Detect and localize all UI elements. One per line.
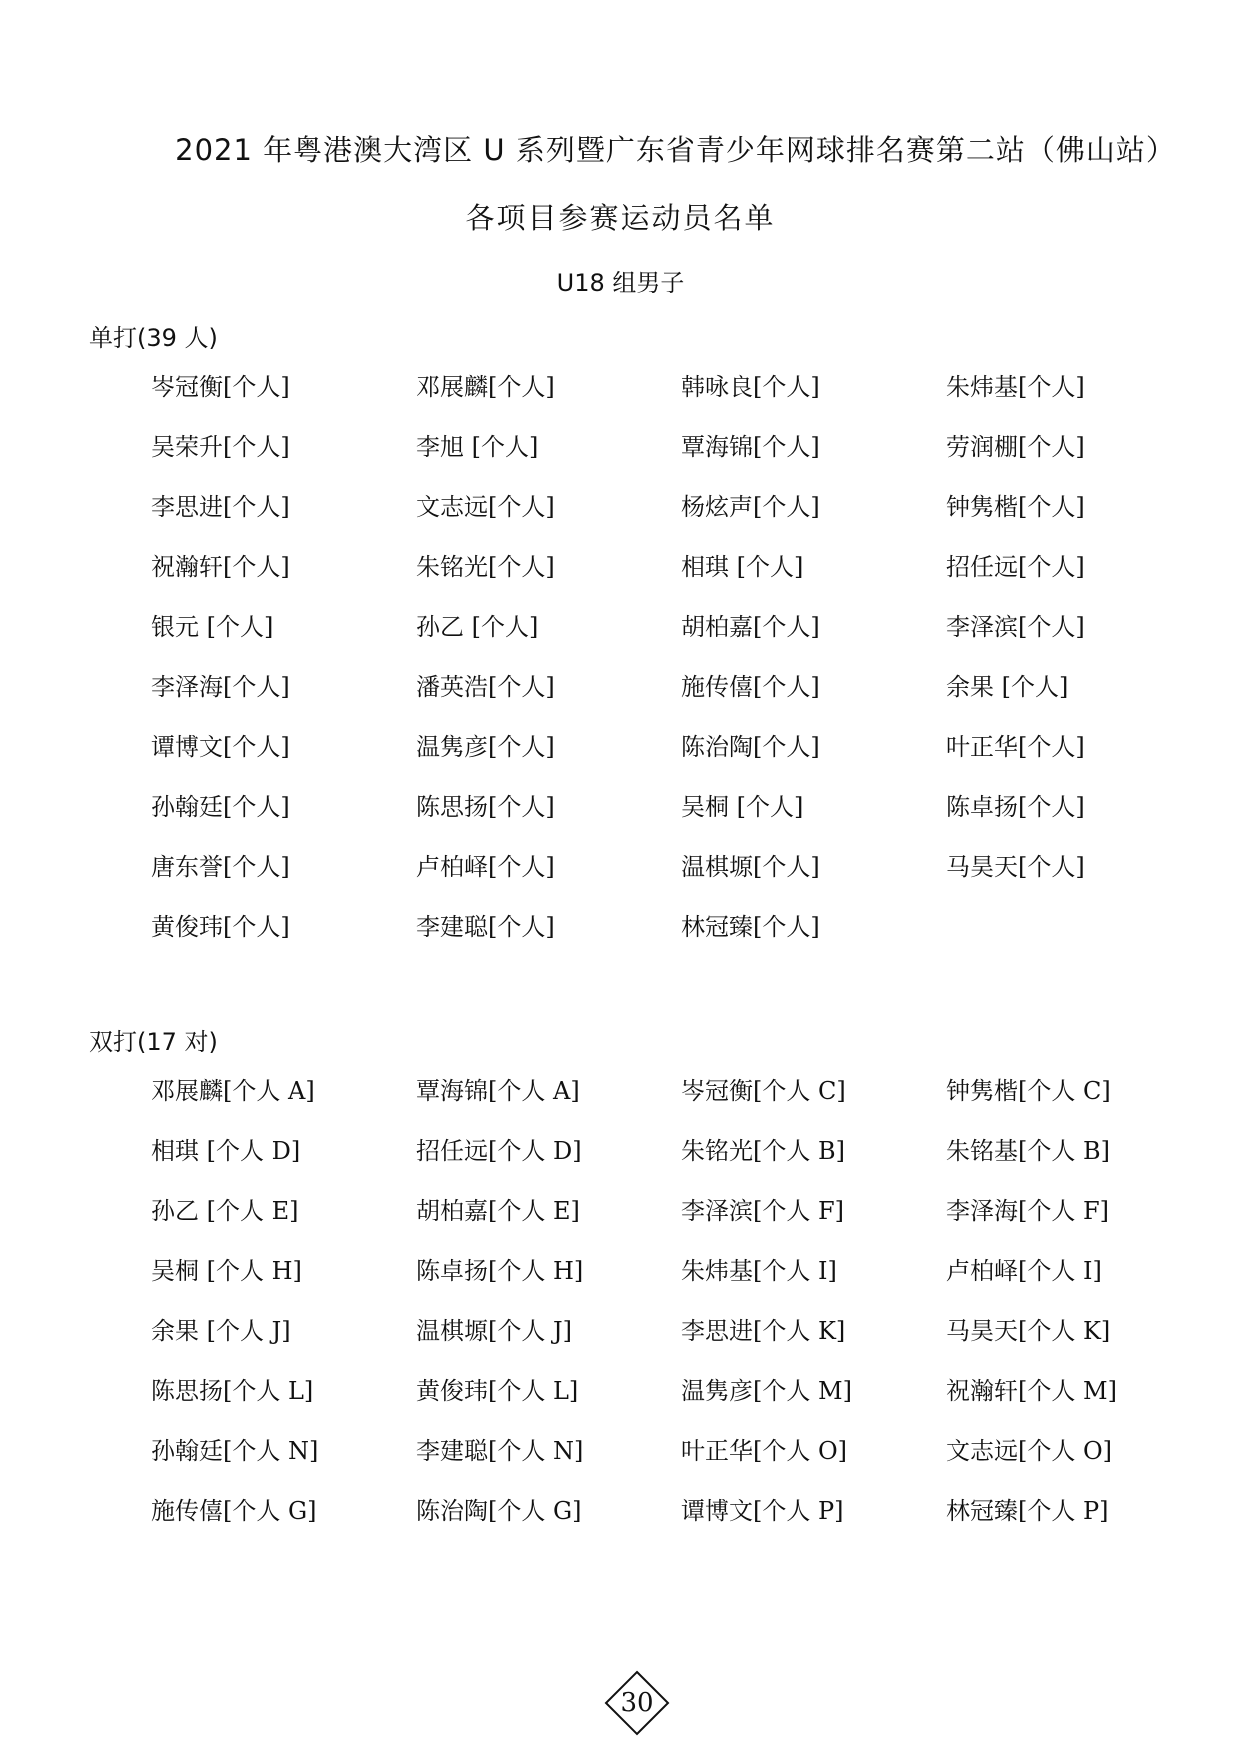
singles-entry: 劳润棚[个人]	[946, 433, 1085, 461]
doubles-list	[151, 1076, 1211, 1556]
doubles-entry: 邓展麟[个人 A]	[151, 1077, 315, 1105]
singles-entry: 胡柏嘉[个人]	[681, 613, 820, 641]
doubles-entry: 林冠臻[个人 P]	[946, 1497, 1109, 1525]
singles-entry: 邓展麟[个人]	[416, 373, 555, 401]
doubles-entry: 孙乙 [个人 E]	[151, 1197, 299, 1225]
singles-entry: 银元 [个人]	[151, 613, 274, 641]
page-number: 30	[620, 1688, 654, 1718]
singles-entry: 叶正华[个人]	[946, 733, 1085, 761]
document-subtitle: 各项目参赛运动员名单	[465, 201, 776, 235]
doubles-entry: 李思进[个人 K]	[681, 1317, 846, 1345]
singles-entry: 陈卓扬[个人]	[946, 793, 1085, 821]
group-heading: U18 组男子	[556, 269, 685, 297]
doubles-entry: 陈卓扬[个人 H]	[416, 1257, 584, 1285]
doubles-entry: 马昊天[个人 K]	[946, 1317, 1111, 1345]
doubles-entry: 覃海锦[个人 A]	[416, 1077, 580, 1105]
singles-entry: 朱铭光[个人]	[416, 553, 555, 581]
singles-entry: 覃海锦[个人]	[681, 433, 820, 461]
singles-entry: 谭博文[个人]	[151, 733, 290, 761]
doubles-entry: 吴桐 [个人 H]	[151, 1257, 302, 1285]
doubles-entry: 朱铭光[个人 B]	[681, 1137, 845, 1165]
doubles-entry: 相琪 [个人 D]	[151, 1137, 301, 1165]
doubles-entry: 文志远[个人 O]	[946, 1437, 1113, 1465]
doubles-entry: 谭博文[个人 P]	[681, 1497, 844, 1525]
doubles-entry: 李泽滨[个人 F]	[681, 1197, 845, 1225]
doubles-entry: 卢柏峄[个人 I]	[946, 1257, 1102, 1285]
doubles-entry: 叶正华[个人 O]	[681, 1437, 848, 1465]
singles-entry: 卢柏峄[个人]	[416, 853, 555, 881]
doubles-entry: 胡柏嘉[个人 E]	[416, 1197, 580, 1225]
singles-entry: 祝瀚轩[个人]	[151, 553, 290, 581]
doubles-entry: 余果 [个人 J]	[151, 1317, 291, 1345]
singles-entry: 温棋塬[个人]	[681, 853, 820, 881]
singles-entry: 相琪 [个人]	[681, 553, 804, 581]
singles-entry: 李建聪[个人]	[416, 913, 555, 941]
singles-entry: 钟隽楷[个人]	[946, 493, 1085, 521]
doubles-entry: 朱炜基[个人 I]	[681, 1257, 837, 1285]
doubles-entry: 孙翰廷[个人 N]	[151, 1437, 319, 1465]
singles-entry: 李泽滨[个人]	[946, 613, 1085, 641]
singles-entry: 孙乙 [个人]	[416, 613, 539, 641]
singles-entry: 文志远[个人]	[416, 493, 555, 521]
document-title: 2021 年粤港澳大湾区 U 系列暨广东省青少年网球排名赛第二站（佛山站）	[175, 133, 1176, 167]
doubles-entry: 陈治陶[个人 G]	[416, 1497, 582, 1525]
doubles-entry: 招任远[个人 D]	[416, 1137, 582, 1165]
singles-entry: 韩咏良[个人]	[681, 373, 820, 401]
doubles-entry: 温隽彦[个人 M]	[681, 1377, 852, 1405]
doubles-entry: 施传僖[个人 G]	[151, 1497, 317, 1525]
singles-entry: 吴桐 [个人]	[681, 793, 804, 821]
singles-entry: 余果 [个人]	[946, 673, 1069, 701]
singles-entry: 吴荣升[个人]	[151, 433, 290, 461]
singles-entry: 孙翰廷[个人]	[151, 793, 290, 821]
doubles-entry: 温棋塬[个人 J]	[416, 1317, 572, 1345]
singles-entry: 马昊天[个人]	[946, 853, 1085, 881]
doubles-entry: 岑冠衡[个人 C]	[681, 1077, 846, 1105]
singles-entry: 黄俊玮[个人]	[151, 913, 290, 941]
doubles-entry: 黄俊玮[个人 L]	[416, 1377, 579, 1405]
doubles-heading: 双打(17 对)	[89, 1028, 218, 1056]
singles-entry: 朱炜基[个人]	[946, 373, 1085, 401]
singles-entry: 陈治陶[个人]	[681, 733, 820, 761]
doubles-entry: 钟隽楷[个人 C]	[946, 1077, 1111, 1105]
doubles-entry: 李建聪[个人 N]	[416, 1437, 584, 1465]
singles-list	[151, 372, 1211, 972]
singles-entry: 李思进[个人]	[151, 493, 290, 521]
singles-entry: 杨炫声[个人]	[681, 493, 820, 521]
singles-entry: 陈思扬[个人]	[416, 793, 555, 821]
singles-entry: 潘英浩[个人]	[416, 673, 555, 701]
singles-entry: 唐东誉[个人]	[151, 853, 290, 881]
singles-heading: 单打(39 人)	[89, 324, 218, 352]
singles-entry: 林冠臻[个人]	[681, 913, 820, 941]
singles-entry: 温隽彦[个人]	[416, 733, 555, 761]
singles-entry: 招任远[个人]	[946, 553, 1085, 581]
singles-entry: 岑冠衡[个人]	[151, 373, 290, 401]
doubles-entry: 陈思扬[个人 L]	[151, 1377, 314, 1405]
doubles-entry: 朱铭基[个人 B]	[946, 1137, 1110, 1165]
page-number-badge	[603, 1669, 671, 1737]
singles-entry: 李泽海[个人]	[151, 673, 290, 701]
singles-entry: 施传僖[个人]	[681, 673, 820, 701]
doubles-entry: 李泽海[个人 F]	[946, 1197, 1110, 1225]
doubles-entry: 祝瀚轩[个人 M]	[946, 1377, 1117, 1405]
singles-entry: 李旭 [个人]	[416, 433, 539, 461]
